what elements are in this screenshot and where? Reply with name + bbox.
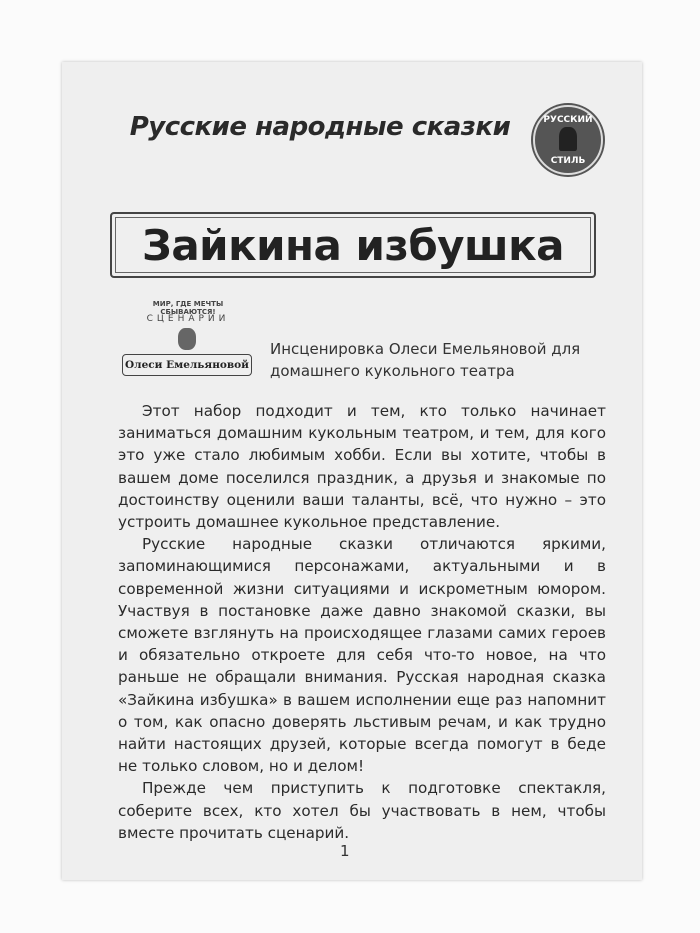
russian-style-stamp-logo bbox=[533, 105, 603, 175]
stamp-bottom-text: СТИЛЬ bbox=[550, 156, 586, 166]
bear-icon bbox=[178, 328, 196, 350]
horseman-icon bbox=[559, 127, 577, 151]
paragraph: Прежде чем приступить к подготовке спектакля, соберите всех, кто хотел бы участвовать в нем, чтобы вместе прочитать сценарий. bbox=[118, 779, 606, 842]
scenarios-logo bbox=[118, 300, 258, 380]
stamp-top-text: РУССКИЙ bbox=[543, 115, 593, 125]
logo-name: Олеси Емельяновой bbox=[122, 354, 252, 376]
title-frame bbox=[110, 212, 596, 278]
body-text bbox=[118, 400, 606, 844]
series-title: Русские народные сказки bbox=[129, 112, 511, 142]
subtitle: Инсценировка Олеси Емельяновой для домашнего кукольного театра bbox=[270, 340, 581, 380]
paragraph: Этот набор подходит и тем, кто только начинает заниматься домашним кукольным театром, и тем, для кого это уже стало любимым хобби. Если вы хотите, чтобы в вашем доме поселился праздник, а друзья и знакомые по достоинству оценили ваши таланты, всё, что нужно – это устроить домашнее кукольное представление. bbox=[118, 402, 606, 532]
logo-slogan: МИР, ГДЕ МЕЧТЫ СБЫВАЮТСЯ! bbox=[152, 300, 224, 316]
page-number: 1 bbox=[340, 842, 350, 860]
paragraph: Русские народные сказки отличаются яркими, запоминающимися персонажами, актуальными и в современной жизни ситуациями и искрометным юмором. Участвуя в постановке даже давно знакомой сказки, вы сможете взглянуть на происходящее глазами самих героев и обязательно откроете для себя что-то новое, на что раньше не обращали внимания. Русская народная сказка «Зайкина избушка» в вашем исполнении еще раз напомнит о том, как опасно доверять льстивым речам, и как трудно найти настоящих друзей, которые всегда помогут в беде не только словом, но и делом! bbox=[118, 535, 606, 776]
logo-word: СЦЕНАРИИ bbox=[146, 314, 230, 324]
page-title: Зайкина избушка bbox=[141, 220, 564, 270]
